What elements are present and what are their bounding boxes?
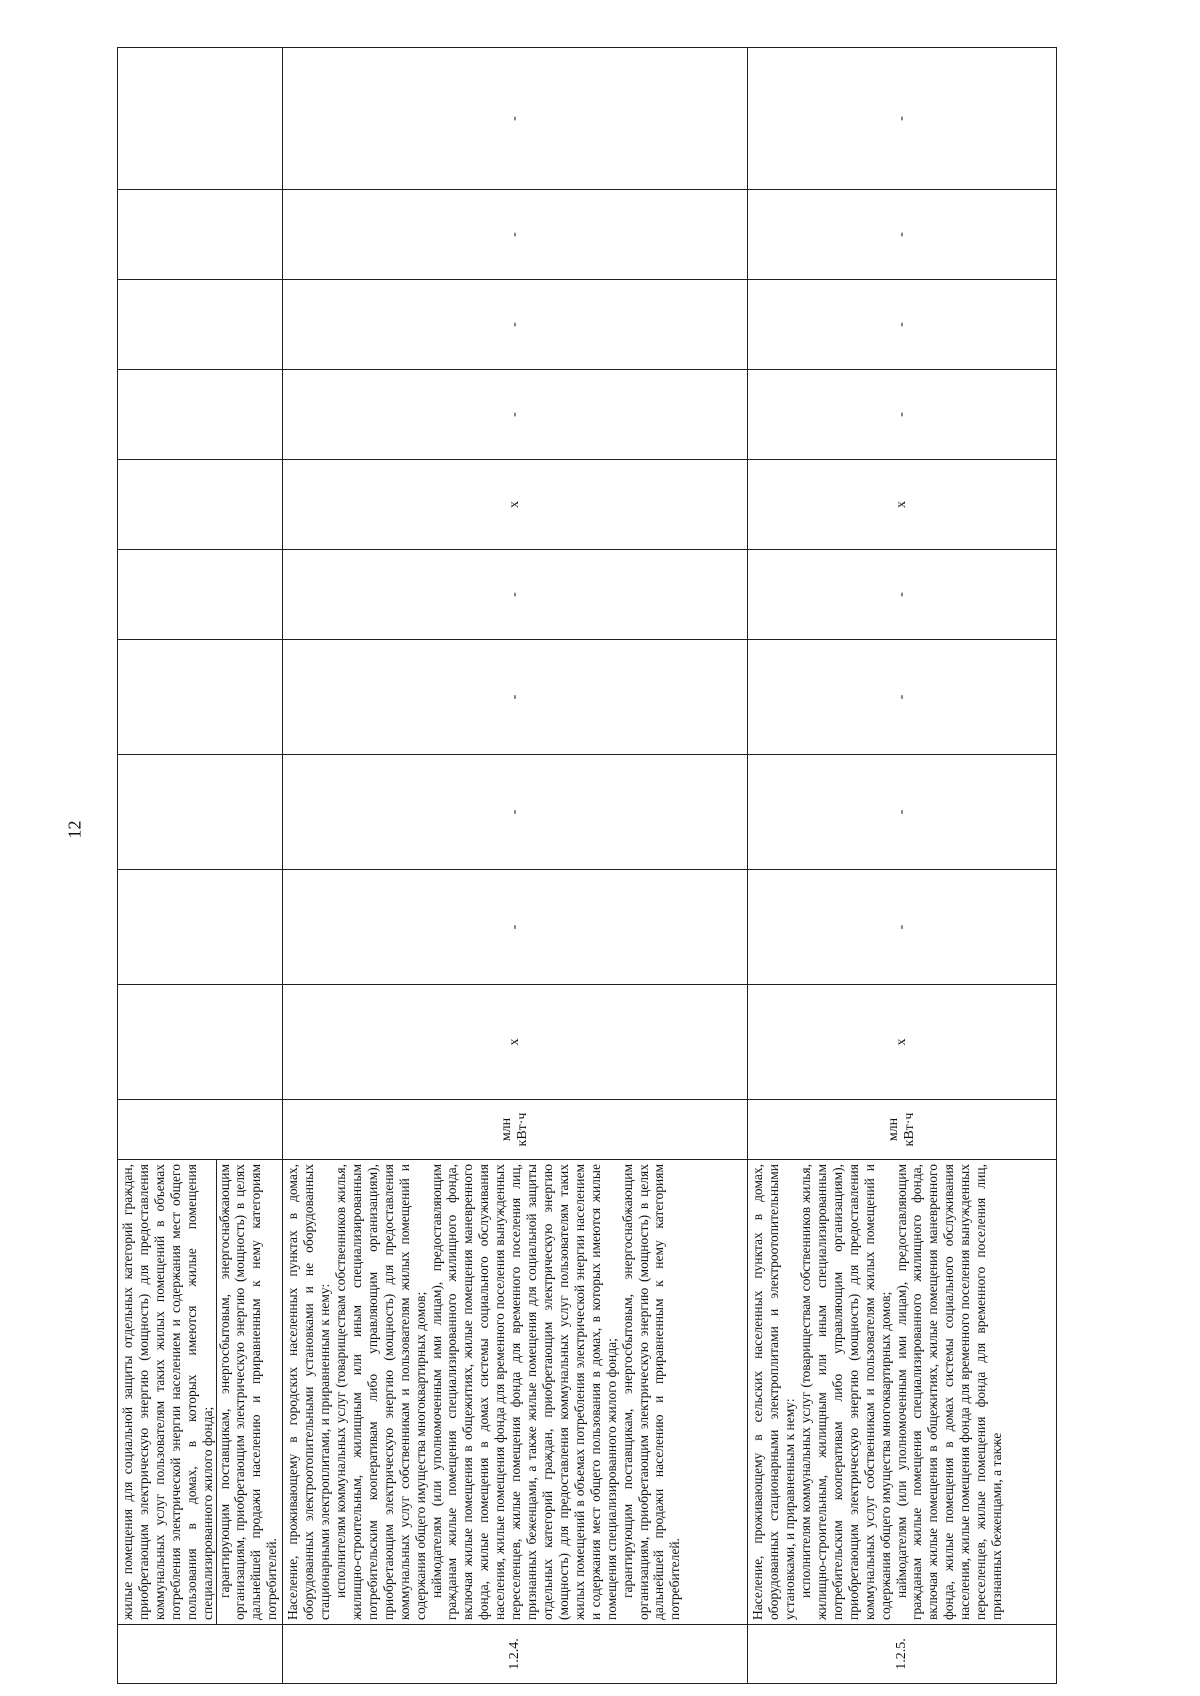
row-value-cell: - [748, 640, 1057, 755]
row-value-cell: х [748, 460, 1057, 550]
description-paragraph: Население, проживающему в сельских населенных пунктах в домах, оборудованных стационарными электроплитами и электроотопительными установками, и приравненным к нему: [750, 1164, 798, 1620]
row-value-cell: - [748, 550, 1057, 640]
row-value-cell: х [283, 460, 748, 550]
row-value-cell [118, 550, 283, 640]
description-paragraph: жилые помещения для социальной защиты отдельных категорий граждан, приобретающим электрическую энергию (мощность) для предоставления коммунальных услуг пользователям таких жилых помещений в объемах потребления электрической энергии населением и содержания мест общего пользования в домах, в которых имеются жилые помещения специализированного жилого фонда; [120, 1164, 215, 1620]
row-value-cell: - [748, 280, 1057, 370]
row-value-cell: - [283, 550, 748, 640]
row-value-cell [118, 870, 283, 985]
description-paragraph: наймодателям (или уполномоченным ими лицам), предоставляющим гражданам жилые помещения специализированного жилищного фонда, включая жилые помещения в общежитиях, жилые помещения маневренного фонда, жилые помещения в домах системы социального обслуживания населения, жилые помещения фонда для временного поселения вынужденных переселенцев, жилые помещения фонда для временного поселения лиц, признанных беженцами, а также жилые помещения для социальной защиты отдельных категорий граждан, приобретающим электрическую энергию (мощность) для предоставления коммунальных услуг пользователям таких жилых помещений в объемах потребления электрической энергии населением и содержания мест общего пользования в домах, в которых имеются жилые помещения специализированного жилого фонда; [428, 1164, 619, 1620]
row-number: 1.2.4. [283, 1625, 748, 1684]
row-value-cell: - [283, 280, 748, 370]
description-paragraph: гарантирующим поставщикам, энергосбытовым, энергоснабжающим организациям, приобретающим электрическую энергию (мощность) в целях дальнейшей продажи населению и приравненным к нему категориям потребителей. [216, 1160, 281, 1624]
row-value-cell: х [748, 985, 1057, 1100]
row-value-cell: - [283, 640, 748, 755]
row-unit [118, 1100, 283, 1160]
row-value-cell [118, 985, 283, 1100]
row-value-cell [118, 280, 283, 370]
row-value-cell: - [283, 48, 748, 190]
description-paragraph: исполнителям коммунальных услуг (товариществам собственников жилья, жилищно-строительным, жилищным или иным специализированным потребительским кооперативам либо управляющим организациям), приобретающим электрическую энергию (мощность) для предоставления коммунальных услуг собственникам и пользователям жилых помещений и содержания общего имущества многоквартирных домов; [797, 1164, 893, 1620]
row-value-cell: - [283, 870, 748, 985]
row-value-cell: - [748, 755, 1057, 870]
table-row [283, 48, 748, 1684]
row-value-cell: - [283, 190, 748, 280]
row-value-cell [118, 640, 283, 755]
row-description [748, 1160, 1057, 1625]
tariff-table [117, 48, 1056, 1684]
page-number: 12 [64, 820, 85, 839]
table-row [118, 48, 283, 1684]
row-description [283, 1160, 748, 1625]
row-value-cell [118, 460, 283, 550]
row-value-cell: - [748, 190, 1057, 280]
description-paragraph: исполнителям коммунальных услуг (товариществам собственников жилья, жилищно-строительным, жилищным или иным специализированным потребительским кооперативам либо управляющим организациям), приобретающим электрическую энергию (мощность) для предоставления коммунальных услуг собственникам и пользователям жилых помещений и содержания общего имущества многоквартирных домов; [332, 1164, 428, 1620]
row-value-cell [118, 190, 283, 280]
row-value-cell: - [283, 755, 748, 870]
table-row [748, 48, 1057, 1684]
row-value-cell: - [748, 370, 1057, 460]
description-paragraph: гарантирующим поставщикам, энергосбытовым, энергоснабжающим организациям, приобретающим электрическую энергию (мощность) в целях дальнейшей продажи населению и приравненным к нему категориям потребителей. [619, 1164, 683, 1620]
row-number: 1.2.5. [748, 1625, 1057, 1684]
row-value-cell [118, 48, 283, 190]
description-paragraph: Население, проживающему в городских населенных пунктах в домах, оборудованных электроотопительными установками и не оборудованных стационарными электроплитами, и приравненным к нему: [285, 1164, 333, 1620]
row-unit: млн кВт·ч [283, 1100, 748, 1160]
row-unit: млн кВт·ч [748, 1100, 1057, 1160]
row-value-cell: - [748, 870, 1057, 985]
row-value-cell [118, 755, 283, 870]
row-value-cell: - [748, 48, 1057, 190]
row-value-cell: - [283, 370, 748, 460]
description-paragraph: наймодателям (или уполномоченным ими лицам), предоставляющим гражданам жилые помещения специализированного жилищного фонда, включая жилые помещения в общежитиях, жилые помещения маневренного фонда, жилые помещения в домах системы социального обслуживания населения, жилые помещения фонда для временного поселения вынужденных переселенцев, жилые помещения фонда для временного поселения лиц, признанных беженцами, а также [893, 1164, 1005, 1620]
row-description [118, 1160, 283, 1625]
row-value-cell [118, 370, 283, 460]
row-value-cell: х [283, 985, 748, 1100]
row-number [118, 1625, 283, 1684]
